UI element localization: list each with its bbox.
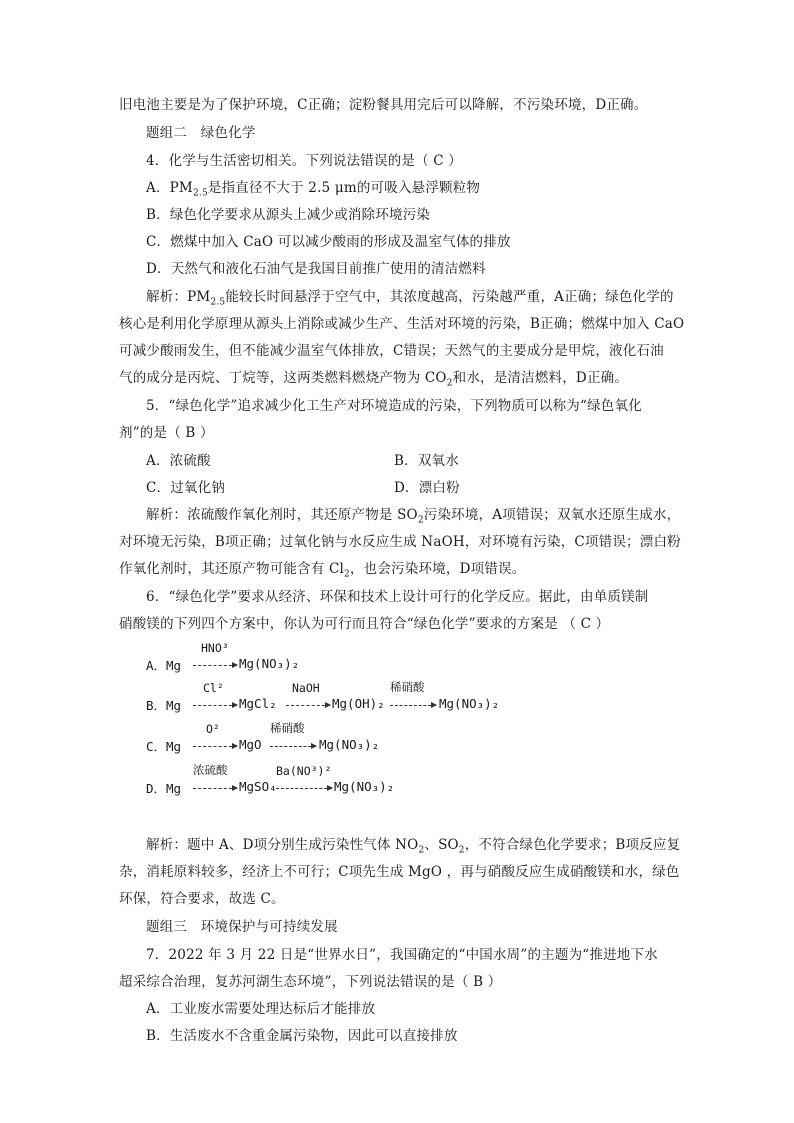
text: ，不符合绿色化学要求；B项反应复 (464, 837, 681, 853)
question-4-option-b: B．绿色化学要求从源头上减少或消除环境污染 (146, 207, 431, 223)
subscript: 2 (418, 845, 425, 856)
section-heading-group2: 题组二 绿色化学 (146, 125, 256, 141)
subscript: 2.5 (210, 297, 226, 308)
reaction-b (146, 681, 646, 715)
text: 是指直径不大于 2.5 μm的可吸入悬浮颗粒物 (207, 180, 481, 196)
question-5-option-a: A．浓硫酸 (146, 453, 211, 469)
text: 能较长时间悬浮于空气中，其浓度越高，污染越严重，A正确；绿色化学的 (225, 289, 674, 305)
reaction-c (146, 722, 646, 756)
reaction-d (146, 764, 646, 798)
question-4-stem: 4．化学与生活密切相关。下列说法错误的是（ C ） (146, 153, 463, 169)
reaction-label: C．Mg (146, 739, 182, 754)
subscript: 2 (344, 569, 350, 580)
subscript: 2 (458, 845, 465, 856)
product-1: MgO (239, 737, 262, 752)
answer-6-line-2: 杂，消耗原料较多，经济上不可行；C项先生成 MgO ，再与硝酸反应生成硝酸镁和水，绿色 (119, 864, 680, 880)
question-4-option-d: D．天然气和液化石油气是我国目前推广使用的清洁燃料 (146, 261, 486, 277)
product-1: MgCl₂ (239, 696, 277, 711)
question-7-option-b: B．生活废水不含重金属污染物，因此可以直接排放 (146, 1028, 458, 1044)
product-2: Mg(NO₃)₂ (319, 737, 380, 752)
dashed-arrow-icon (193, 746, 237, 747)
text: 解析：题中 A、D项分别生成污染性气体 NO (146, 837, 419, 853)
section-heading-group3: 题组三 环境保护与可持续发展 (146, 919, 338, 935)
answer-6-line-1 (146, 836, 680, 854)
text: 作氧化剂时，其还原产物可能含有 Cl (119, 561, 345, 577)
reagent-3: 稀硝酸 (390, 680, 425, 694)
question-7-stem-1: 7．2022 年 3 月 22 日是“世界水日”，我国确定的“中国水周”的主题为“推进地下水 (146, 947, 658, 963)
dashed-arrow-icon (270, 746, 316, 747)
dashed-arrow-icon (193, 705, 237, 706)
reagent-2: 稀硝酸 (270, 721, 305, 735)
reagent-2: Ba(NO³)² (276, 764, 332, 778)
product-3: Mg(NO₃)₂ (439, 696, 500, 711)
question-5-stem-1: 5．“绿色化学”追求减少化工生产对环境造成的污染，下列物质可以称为“绿色氧化 (146, 398, 642, 414)
dashed-arrow-icon (193, 788, 237, 789)
answer-4-line-2: 核心是利用化学原理从源头上消除或减少生产、生活对环境的污染，B正确；燃煤中加入 CaO (119, 316, 685, 332)
product-2: Mg(OH)₂ (332, 696, 385, 711)
question-5-option-b: B．双氧水 (394, 453, 459, 469)
question-5-stem-2: 剂”的是（ B ） (119, 425, 214, 441)
answer-5-line-2: 对环境无污染，B项正确；过氧化钠与水反应生成 NaOH，对环境有污染，C项错误；漂白粉 (119, 534, 681, 550)
reaction-label: A．Mg (146, 658, 182, 673)
product-1: Mg(NO₃)₂ (239, 656, 300, 671)
question-6-stem-2: 硝酸镁的下列四个方案中，你认为可行而且符合“绿色化学”要求的方案是 （ C ） (119, 616, 610, 632)
question-4-option-a (146, 179, 480, 197)
text: 气的成分是丙烷、丁烷等，这两类燃料燃烧产物为 CO (119, 370, 447, 386)
subscript: 2.5 (192, 188, 208, 199)
answer-6-line-3: 环保，符合要求，故选 C。 (119, 891, 285, 907)
reagent-1: 浓硫酸 (193, 763, 228, 777)
text: ，也会污染环境，D项错误。 (349, 561, 526, 577)
question-4-option-c: C．燃煤中加入 CaO 可以减少酸雨的形成及温室气体的排放 (146, 234, 511, 250)
question-6-stem-1: 6．“绿色化学”要求从经济、环保和技术上设计可行的化学反应。据此，由单质镁制 (146, 589, 649, 605)
reagent-1: Cl² (203, 681, 224, 695)
text: 解析：PM (146, 289, 211, 305)
text: 和水，是清洁燃料，D正确。 (452, 370, 629, 386)
answer-5-line-3 (119, 560, 525, 578)
subscript: 2 (417, 515, 424, 526)
reaction-a (146, 641, 646, 675)
answer-4-line-4 (119, 369, 628, 387)
answer-4-line-1 (146, 288, 674, 306)
reagent-1: O² (206, 722, 220, 736)
product-2: Mg(NO₃)₂ (334, 779, 395, 794)
answer-5-line-1 (146, 506, 680, 524)
reaction-label: B．Mg (146, 698, 182, 713)
text: 、SO (424, 837, 459, 853)
paragraph-line: 旧电池主要是为了保护环境，C正确；淀粉餐具用完后可以降解，不污染环境，D正确。 (119, 97, 648, 113)
question-7-option-a: A．工业废水需要处理达标后才能排放 (146, 1001, 376, 1017)
text: A．PM (146, 180, 193, 196)
reagent-1: HNO³ (201, 641, 229, 655)
reaction-label: D．Mg (146, 781, 182, 796)
dashed-arrow-icon (193, 665, 237, 666)
text: 污染环境，A项错误；双氧水还原生成水， (423, 507, 681, 523)
dashed-arrow-icon (390, 705, 436, 706)
subscript: 2 (446, 378, 453, 389)
question-5-option-c: C．过氧化钠 (146, 480, 226, 496)
dashed-arrow-icon (286, 705, 330, 706)
answer-4-line-3: 可减少酸雨发生，但不能减少温室气体排放，C错误；天然气的主要成分是甲烷，液化石油 (119, 343, 664, 359)
product-1: MgSO₄ (239, 779, 277, 794)
text: 解析：浓硫酸作氧化剂时，其还原产物是 SO (146, 507, 418, 523)
question-7-stem-2: 超采综合治理，复苏河湖生态环境”，下列说法错误的是（ B ） (119, 974, 502, 990)
question-5-option-d: D．漂白粉 (394, 480, 460, 496)
reagent-2: NaOH (292, 681, 320, 695)
dashed-arrow-icon (276, 788, 332, 789)
